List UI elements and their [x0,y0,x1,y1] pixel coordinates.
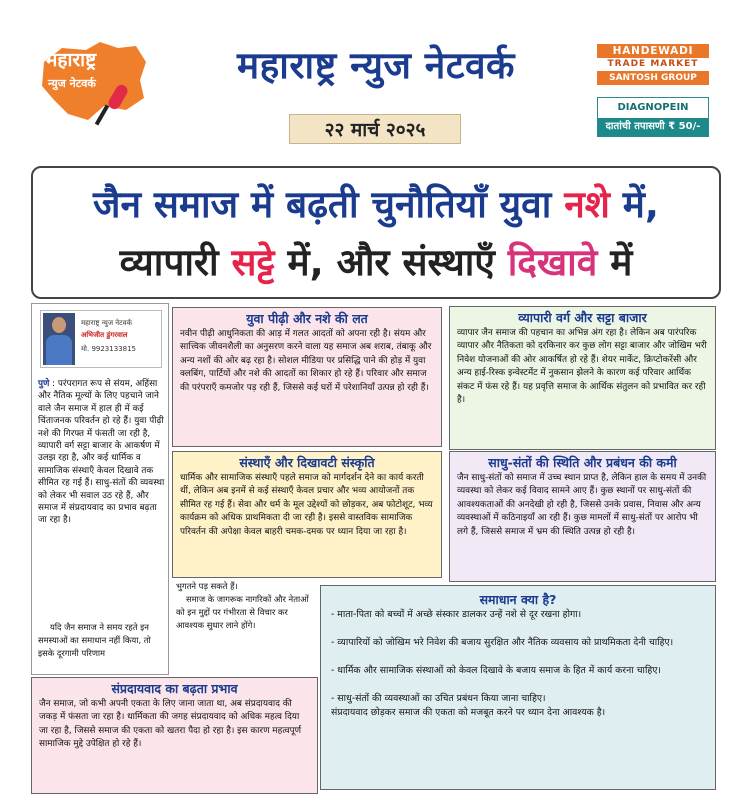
solution-item: - व्यापारियों को जोखिम भरे निवेश की बजाय सुरक्षित और नैतिक व्यवसाय को प्राथमिकता देनी चाहिए। [331,637,674,648]
headline-box [31,166,721,299]
section-trade-title: व्यापारी वर्ग और सट्टा बाजार [518,310,647,325]
section-institutions [172,451,442,578]
headline-part: व्यापारी [119,241,232,284]
intro-text: : परंपरागत रूप से संयम, अहिंसा और नैतिक मूल्यों के लिए पहचाने जाने वाले जैन समाज में हाल ही में कई चिंताजनक परिवर्तन हो रहे हैं। युवा पीढ़ी नशे की गिरफ्त में फंसती जा रही है, व्यापारी वर्ग सट्टा बाजार के आकर्षण में उलझ रहा है, और कई धार्मिक व सामाजिक संस्थाएँ केवल दिखावे तक सीमित रह गई हैं। साधु-संतों की व्यवस्था को लेकर भी सवाल उठ रहे हैं, और समाज में संप्रदायवाद का प्रभाव बढ़ता जा रहा है। [38,379,165,526]
headline-accent-drugs: नशे [564,183,610,226]
headline-part: जैन समाज में बढ़ती चुनौतियाँ युवा [93,183,565,226]
solution-item: - धार्मिक और सामाजिक संस्थाओं को केवल दिखावे के बजाय समाज के हित में कार्य करना चाहिए। [331,665,661,676]
continuation-line: भुगतने पड़ सकते हैं। [176,581,238,591]
logo-title: महाराष्ट्र [46,49,97,71]
headline-accent-showoff: दिखावे [507,241,598,284]
section-institutions-title: संस्थाएँ और दिखावटी संस्कृति [239,455,375,470]
sponsor-handewadi-subtitle: TRADE MARKET [607,59,699,69]
sponsor-diagnopein-name: DIAGNOPEIN [617,102,689,113]
section-solution-title: समाधान क्या है? [479,592,557,607]
section-saints [449,451,716,582]
author-name: अभिजीत डुंगरवाल [81,331,128,339]
headline-part: में [597,241,633,284]
logo-subtitle: न्युज नेटवर्क [48,77,96,90]
middle-continuation [176,580,316,632]
author-photo [43,313,75,365]
masthead-title: महाराष्ट्र न्युज नेटवर्क [237,44,515,87]
section-youth-body: नवीन पीढ़ी आधुनिकता की आड़ में गलत आदतों को अपना रही है। संयम और सात्त्विक जीवनशैली का अनुसरण करने वाला यह समाज अब शराब, तंबाकू और अन्य नशों की ओर बढ़ रहा है। सोशल मीडिया पर प्रसिद्धि पाने की होड़ में युवा क्लबिंग, पार्टियों और नशे की आदतों का शिकार हो रहे हैं। परिवार और समाज की परंपराएँ कमजोर पड़ रही हैं, जिससे कई घरों में परेशानियाँ उत्पन्न हो रही हैं। [180,329,432,393]
solution-item: - माता-पिता को बच्चों में अच्छे संस्कार डालकर उन्हें नशे से दूर रखना होगा। [331,609,582,620]
author-card [40,310,162,368]
section-sectarianism [31,677,318,794]
headline-part: में, [609,183,659,226]
headline-line-1 [33,176,719,234]
sponsor-handewadi [597,44,709,86]
section-saints-body: जैन साधु-संतों को समाज में उच्च स्थान प्राप्त है, लेकिन हाल के समय में उनकी व्यवस्था को लेकर कई विवाद सामने आए हैं। कुछ स्थानों पर साधु-संतों की आवश्यकताओं की अनदेखी हो रही है, जिससे उनके प्रवास, निवास और अन्य व्यवस्थाओं में कठिनाइयाँ आ रही हैं। कुछ मामलों में साधु-संतों पर आरोप भी लगे हैं, जिससे समाज में भ्रम की स्थिति उत्पन्न हो रही है। [457,473,707,537]
author-phone: मो. 9923133815 [81,345,136,353]
headline-line-2 [33,234,719,292]
section-trade-body: व्यापार जैन समाज की पहचान का अभिन्न अंग रहा है। लेकिन अब पारंपरिक व्यापार और नैतिकता को दरकिनार कर कुछ लोग सट्टा बाजार और जोखिम भरी निवेश योजनाओं की ओर आकर्षित हो रहे हैं। शेयर मार्केट, क्रिप्टोकरेंसी और अन्य हाई-रिस्क इन्वेस्टमेंट में नुकसान झेलने के कारण कई परिवार आर्थिक संकट में फंस रहे हैं। यह प्रवृत्ति समाज के आर्थिक संतुलन को प्रभावित कर रही है। [457,328,707,406]
section-solution [320,585,716,790]
section-youth-title: युवा पीढ़ी और नशे की लत [246,311,368,326]
sponsor-diagnopein-offer: दातांची तपासणी ₹ 50/- [598,118,708,136]
section-sectarianism-body: जैन समाज, जो कभी अपनी एकता के लिए जाना जाता था, अब संप्रदायवाद की जकड़ में फंसता जा रहा है। धार्मिकता की जगह संप्रदायवाद को अधिक महत्व दिया जा रहा है, जिससे समाज की एकता को खतरा पैदा हो रहा है। इस कारण महत्वपूर्ण सामाजिक मुद्दे उपेक्षित हो रहे हैं। [39,699,302,750]
sponsor-diagnopein [597,97,709,137]
issue-date: २२ मार्च २०२५ [289,114,461,144]
intro-paragraph [38,378,166,527]
closing-paragraph: यदि जैन समाज ने समय रहते इन समस्याओं का समाधान नहीं किया, तो इसके दूरगामी परिणाम [38,622,151,658]
section-institutions-body: धार्मिक और सामाजिक संस्थाएँ पहले समाज को मार्गदर्शन देने का कार्य करती थीं, लेकिन अब इनमें से कई संस्थाएँ केवल प्रचार और भव्य आयोजनों तक सीमित रह गई हैं। सेवा और धर्म के मूल उद्देश्यों को छोड़कर, अब फोटोशूट, भव्य कार्यक्रम को अधिक प्राथमिकता दी जा रही है। इससे वास्तविक सामाजिक परिवर्तन की अपेक्षा केवल बाहरी चमक-दमक पर ध्यान दिया जा रहा है। [180,473,433,537]
sponsor-handewadi-group: SANTOSH GROUP [597,71,709,85]
section-saints-title: साधु-संतों की स्थिति और प्रबंधन की कमी [488,455,677,470]
headline-accent-betting: सट्टे [231,241,275,284]
section-sectarianism-title: संप्रदायवाद का बढ़ता प्रभाव [111,681,238,696]
headline-part: में, और संस्थाएँ [274,241,508,284]
continuation-paragraph: समाज के जागरूक नागरिकों और नेताओं को इन मुद्दों पर गंभीरता से विचार कर आवश्यक सुधार लाने होंगे। [176,594,309,630]
section-youth [172,307,442,447]
left-column [31,303,169,675]
author-org: महाराष्ट्र न्युज नेटवर्क [81,319,132,327]
solution-closing: संप्रदायवाद छोड़कर समाज की एकता को मजबूत करने पर ध्यान देना आवश्यक है। [331,707,606,718]
sponsor-handewadi-name: HANDEWADI [597,44,709,58]
dateline-city: पुणे [38,379,50,389]
brand-logo [40,40,150,132]
solution-item: - साधु-संतों की व्यवस्थाओं का उचित प्रबंधन किया जाना चाहिए। [331,693,546,704]
section-trade [449,306,716,450]
